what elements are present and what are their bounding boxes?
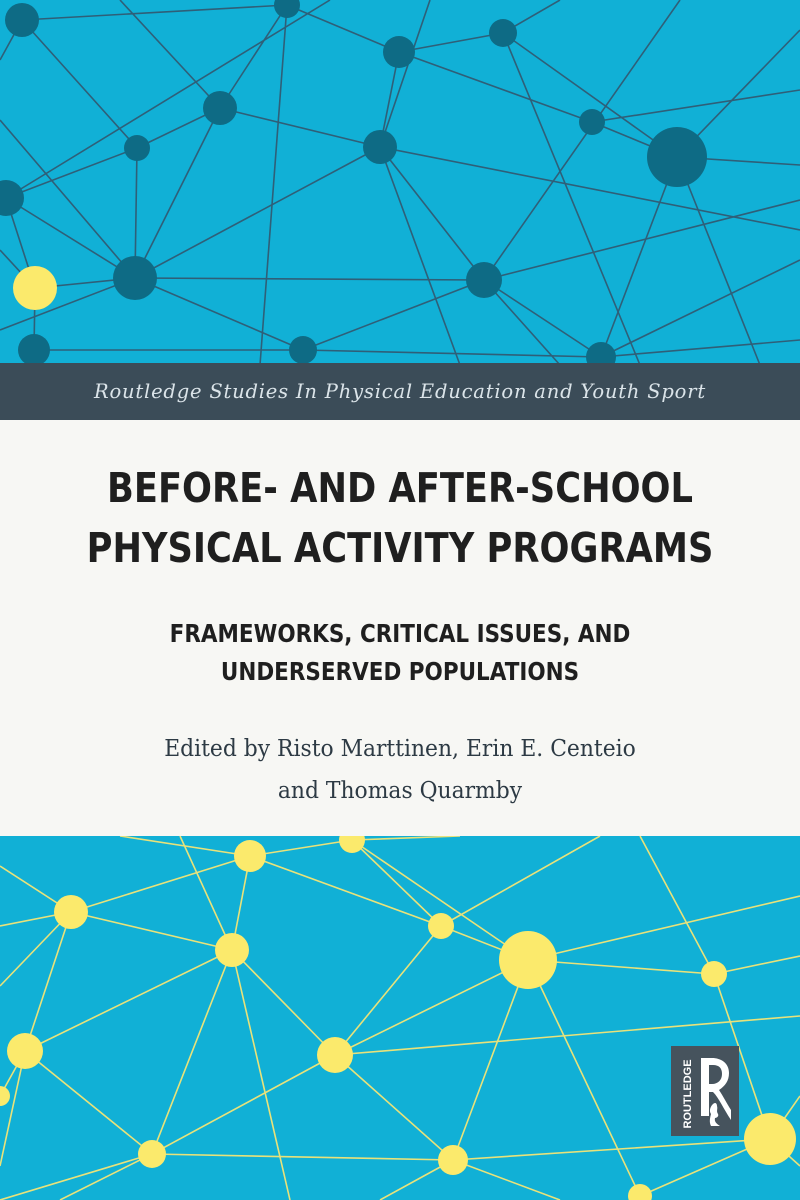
book-subtitle xyxy=(56,615,744,691)
top-network-link xyxy=(6,148,137,198)
bottom-network-link xyxy=(528,960,640,1196)
bottom-network-link xyxy=(152,1055,335,1154)
top-network-link xyxy=(287,5,399,52)
bottom-network-node xyxy=(215,933,249,967)
top-network-node xyxy=(203,91,237,125)
editors-credit xyxy=(20,728,780,812)
bottom-network-link xyxy=(180,836,232,950)
bottom-network-link xyxy=(352,836,460,840)
bottom-network-node xyxy=(628,1184,652,1200)
routledge-r-profile-icon xyxy=(671,1046,739,1136)
top-network-node xyxy=(647,127,707,187)
bottom-network-link xyxy=(250,856,441,926)
top-network-link xyxy=(380,147,460,365)
title-panel xyxy=(0,420,800,836)
bottom-network-link xyxy=(335,1055,453,1160)
bottom-network-node xyxy=(744,1113,796,1165)
bottom-network-node xyxy=(0,1086,10,1106)
bottom-network-node xyxy=(701,961,727,987)
publisher-logo xyxy=(671,1046,739,1136)
top-network-link xyxy=(135,278,484,280)
bottom-network-node xyxy=(138,1140,166,1168)
bottom-network-node xyxy=(438,1145,468,1175)
top-network-link xyxy=(380,147,800,230)
top-network-link xyxy=(677,157,760,365)
bottom-network-node xyxy=(234,840,266,872)
top-network-link xyxy=(503,33,640,365)
top-network-link xyxy=(380,147,484,280)
bottom-network-link xyxy=(152,950,232,1154)
bottom-network-link xyxy=(232,950,290,1200)
top-network-node xyxy=(124,135,150,161)
network-pattern-bottom xyxy=(0,836,800,1200)
bottom-network-node xyxy=(339,836,365,853)
bottom-network-link xyxy=(441,836,600,926)
bottom-network-node xyxy=(317,1037,353,1073)
bottom-network-link xyxy=(352,840,528,960)
top-network-link xyxy=(135,278,303,350)
top-network-node xyxy=(383,36,415,68)
top-network-node xyxy=(586,342,616,365)
publisher-logo-text: ROUTLEDGE xyxy=(682,1059,694,1129)
bottom-network-link xyxy=(71,856,250,912)
top-network-node xyxy=(5,3,39,37)
top-network-node xyxy=(113,256,157,300)
top-network-node xyxy=(363,130,397,164)
book-subtitle-line-1: FRAMEWORKS, CRITICAL ISSUES, AND xyxy=(169,619,631,648)
bottom-network-link xyxy=(25,950,232,1051)
book-title-line-1: BEFORE- AND AFTER-SCHOOL xyxy=(106,464,694,512)
book-title xyxy=(56,458,744,578)
top-network-link xyxy=(220,5,287,108)
editors-line-2: and Thomas Quarmby xyxy=(277,778,523,804)
top-network-link xyxy=(260,5,287,365)
bottom-network-link xyxy=(25,1051,152,1154)
top-network-link xyxy=(592,90,800,122)
series-band xyxy=(0,363,800,420)
top-network-link xyxy=(6,198,135,278)
top-network-link xyxy=(601,157,677,357)
book-title-line-2: PHYSICAL ACTIVITY PROGRAMS xyxy=(86,524,714,572)
bottom-network-link xyxy=(714,956,800,974)
bottom-network-link xyxy=(453,1139,770,1160)
top-network-link xyxy=(135,147,380,278)
top-network-node xyxy=(0,180,24,216)
bottom-network-link xyxy=(453,1160,560,1200)
bottom-network-link xyxy=(25,912,71,1051)
series-title: Routledge Studies In Physical Education and Youth Sport xyxy=(94,380,706,403)
top-network-link xyxy=(22,5,287,20)
bottom-network-link xyxy=(71,912,232,950)
top-network-node xyxy=(579,109,605,135)
editors-line-1: Edited by Risto Marttinen, Erin E. Centeio xyxy=(164,736,636,762)
bottom-network-node xyxy=(428,913,454,939)
top-network-link xyxy=(6,0,330,198)
top-network-node xyxy=(466,262,502,298)
top-network-link xyxy=(380,0,430,147)
top-network-link xyxy=(303,280,484,350)
book-subtitle-line-2: UNDERSERVED POPULATIONS xyxy=(220,657,580,686)
bottom-network-link xyxy=(528,896,800,960)
bottom-network-link xyxy=(0,1154,152,1200)
bottom-network-node xyxy=(54,895,88,929)
top-network-node xyxy=(289,336,317,364)
top-network-link xyxy=(120,0,220,108)
bottom-network-link xyxy=(152,1154,453,1160)
top-network-node xyxy=(274,0,300,18)
bottom-network-link xyxy=(352,840,441,926)
top-network-node xyxy=(489,19,517,47)
bottom-network-node xyxy=(7,1033,43,1069)
bottom-network-link xyxy=(640,836,714,974)
top-network-link xyxy=(399,52,592,122)
top-network-node xyxy=(18,334,50,365)
bottom-network-node xyxy=(499,931,557,989)
network-pattern-top xyxy=(0,0,800,365)
bottom-network-link xyxy=(232,950,335,1055)
top-network-link xyxy=(220,108,380,147)
bottom-network-link xyxy=(335,926,441,1055)
bottom-network-link xyxy=(453,960,528,1160)
top-network-node xyxy=(13,266,57,310)
top-network-link xyxy=(135,108,220,278)
top-network-link xyxy=(303,350,601,357)
